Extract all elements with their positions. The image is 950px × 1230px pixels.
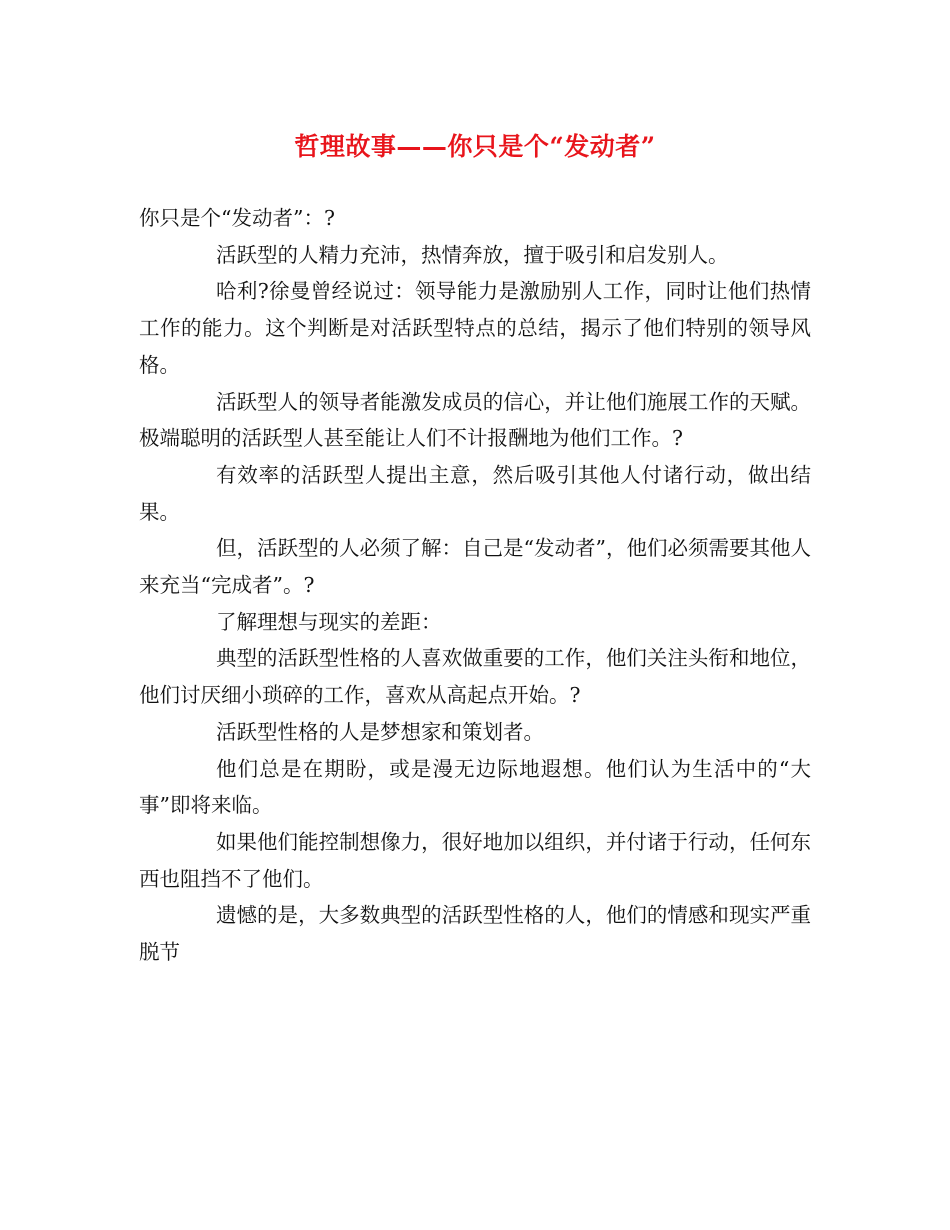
paragraph: 有效率的活跃型人提出主意，然后吸引其他人付诸行动，做出结果。 [139, 462, 811, 524]
paragraph: 活跃型人的领导者能激发成员的信心，并让他们施展工作的天赋。极端聪明的活跃型人甚至能让人们不计报酬地为他们工作。? [139, 389, 811, 451]
paragraph: 遗憾的是，大多数典型的活跃型性格的人，他们的情感和现实严重脱节 [139, 903, 811, 965]
lead-paragraph: 你只是个“发动者”：? [139, 206, 335, 230]
paragraph: 但，活跃型的人必须了解：自己是“发动者”，他们必须需要其他人来充当“完成者”。? [139, 536, 811, 598]
paragraph: 如果他们能控制想像力，很好地加以组织，并付诸于行动，任何东西也阻挡不了他们。 [139, 829, 811, 891]
paragraph: 活跃型性格的人是梦想家和策划者。 [216, 719, 544, 744]
page-title: 哲理故事——你只是个“发动者” [294, 132, 656, 161]
paragraph: 典型的活跃型性格的人喜欢做重要的工作，他们关注头衔和地位，他们讨厌细小琐碎的工作，喜欢从高起点开始。? [139, 646, 811, 708]
paragraph: 活跃型的人精力充沛，热情奔放，擅于吸引和启发别人。 [216, 242, 729, 267]
article-body [139, 200, 811, 971]
paragraph: 他们总是在期盼，或是漫无边际地遐想。他们认为生活中的“大事”即将来临。 [139, 756, 811, 818]
section-heading-paragraph: 了解理想与现实的差距： [216, 609, 442, 634]
paragraph: 哈利?徐曼曾经说过：领导能力是激励别人工作，同时让他们热情工作的能力。这个判断是对活跃型特点的总结，揭示了他们特别的领导风格。 [139, 279, 811, 377]
